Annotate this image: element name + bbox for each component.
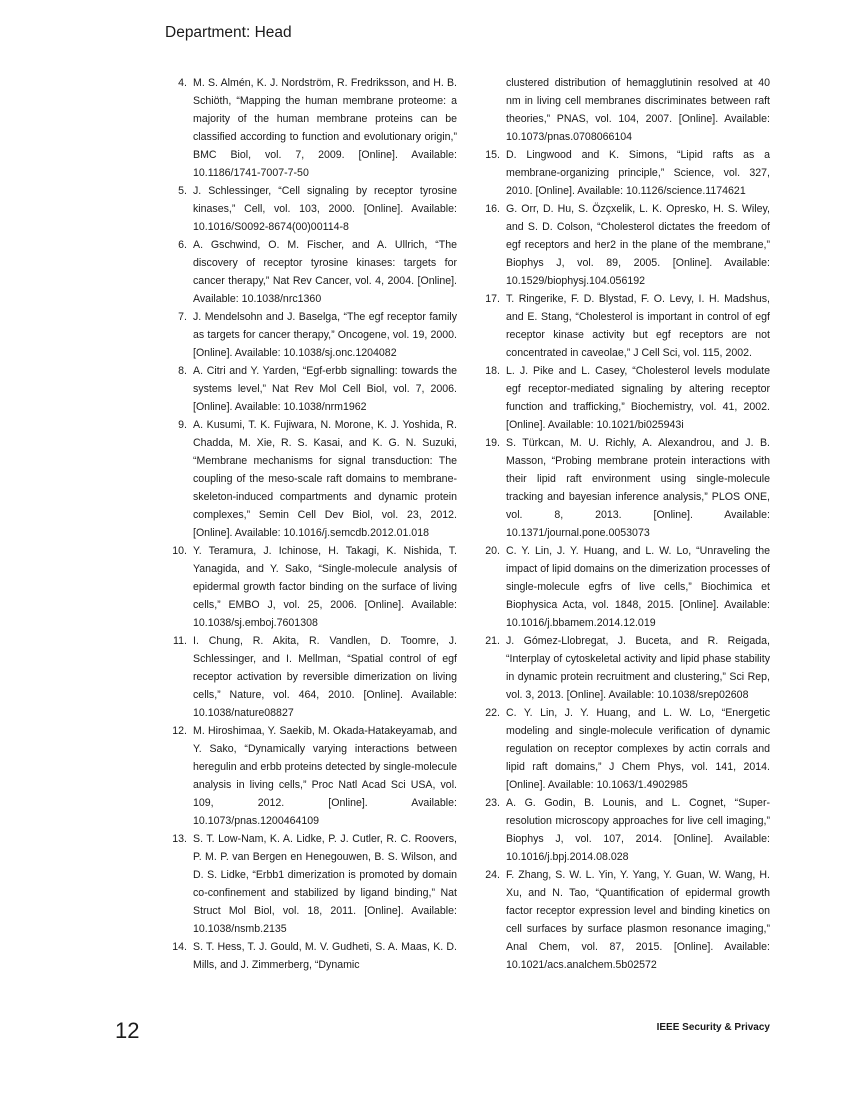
reference-number: 20. (485, 545, 500, 557)
reference-number: 13. (172, 833, 187, 845)
reference-item (478, 74, 770, 146)
reference-text: A. G. Godin, B. Lounis, and L. Cognet, “Super-resolution microscopy approaches for live cell imaging,” Biophys J, vol. 107, 2014. [Online]. Available: 10.1016/j.bpj.2014.08.028 (506, 797, 770, 863)
reference-item (478, 704, 770, 794)
reference-number: 22. (485, 707, 500, 719)
reference-text: G. Orr, D. Hu, S. Özçxelik, L. K. Opresko, H. S. Wiley, and S. D. Colson, “Cholesterol dictates the freedom of egf receptors and her2 in the plane of the membrane,” Biophys J, vol. 89, 2005. [Online]. Available: 10.1529/biophysj.104.056192 (506, 203, 770, 287)
reference-text: T. Ringerike, F. D. Blystad, F. O. Levy, I. H. Madshus, and E. Stang, “Cholesterol is important in control of egf receptor kinase activity but egf receptors are not concentrated in caveolae,” J Cell Sci, vol. 115, 2002. (506, 293, 770, 359)
reference-item (478, 632, 770, 704)
reference-number: 7. (178, 311, 187, 323)
reference-number: 21. (485, 635, 500, 647)
reference-item (478, 146, 770, 200)
reference-item (165, 722, 457, 830)
reference-text: S. T. Hess, T. J. Gould, M. V. Gudheti, S. A. Maas, K. D. Mills, and J. Zimmerberg, “Dynamic (193, 941, 457, 971)
reference-number: 10. (172, 545, 187, 557)
reference-item (165, 632, 457, 722)
magazine-name: IEEE Security & Privacy (656, 1022, 770, 1033)
references-left-column (165, 74, 457, 974)
reference-text: A. Citri and Y. Yarden, “Egf-erbb signalling: towards the systems level,” Nat Rev Mol Cell Biol, vol. 7, 2006. [Online]. Available: 10.1038/nrm1962 (193, 365, 457, 413)
reference-item (478, 434, 770, 542)
reference-number: 12. (172, 725, 187, 737)
reference-item (165, 830, 457, 938)
reference-text: C. Y. Lin, J. Y. Huang, and L. W. Lo, “Unraveling the impact of lipid domains on the dimerization processes of single-molecule egfrs of live cells,” Biochimica et Biophysica Acta, vol. 1848, 2015. [Online]. Available: 10.1016/j.bbamem.2014.12.019 (506, 545, 770, 629)
reference-item (165, 416, 457, 542)
reference-text: F. Zhang, S. W. L. Yin, Y. Yang, Y. Guan, W. Wang, H. Xu, and N. Tao, “Quantification of epidermal growth factor receptor expression level and binding kinetics on cell surfaces by surface plasmon resonance imaging,” Anal Chem, vol. 87, 2015. [Online]. Available: 10.1021/acs.analchem.5b02572 (506, 869, 770, 971)
reference-number: 14. (172, 941, 187, 953)
reference-item (165, 74, 457, 182)
reference-number: 15. (485, 149, 500, 161)
reference-text: A. Gschwind, O. M. Fischer, and A. Ullrich, “The discovery of receptor tyrosine kinases: targets for cancer therapy,” Nat Rev Cancer, vol. 4, 2004. [Online]. Available: 10.1038/nrc1360 (193, 239, 457, 305)
reference-number: 23. (485, 797, 500, 809)
reference-number: 6. (178, 239, 187, 251)
reference-item (165, 362, 457, 416)
reference-item (478, 200, 770, 290)
reference-number (478, 74, 506, 146)
reference-text: A. Kusumi, T. K. Fujiwara, N. Morone, K. J. Yoshida, R. Chadda, M. Xie, R. S. Kasai, and K. G. N. Suzuki, “Membrane mechanisms for signal transduction: The coupling of the meso-scale raft domains to membrane-skeleton-induced compartments and dynamic protein complexes,” Semin Cell Dev Biol, vol. 23, 2012. [Online]. Available: 10.1016/j.semcdb.2012.01.018 (193, 419, 457, 539)
reference-text: M. S. Almén, K. J. Nordström, R. Fredriksson, and H. B. Schiöth, “Mapping the human membrane proteome: a majority of the human membrane proteins can be classified according to function and evolutionary origin,” BMC Biol, vol. 7, 2009. [Online]. Available: 10.1186/1741-7007-7-50 (193, 77, 457, 179)
reference-item (165, 542, 457, 632)
reference-text: J. Mendelsohn and J. Baselga, “The egf receptor family as targets for cancer therapy,” Oncogene, vol. 19, 2000. [Online]. Available: 10.1038/sj.onc.1204082 (193, 311, 457, 359)
reference-item (165, 236, 457, 308)
reference-number: 18. (485, 365, 500, 377)
reference-number: 4. (178, 77, 187, 89)
reference-number: 16. (485, 203, 500, 215)
reference-text: J. Schlessinger, “Cell signaling by receptor tyrosine kinases,” Cell, vol. 103, 2000. [Online]. Available: 10.1016/S0092-8674(00)00114-8 (193, 185, 457, 233)
reference-number: 24. (485, 869, 500, 881)
reference-item (478, 362, 770, 434)
reference-text: D. Lingwood and K. Simons, “Lipid rafts as a membrane-organizing principle,” Science, vol. 327, 2010. [Online]. Available: 10.1126/science.1174621 (506, 149, 770, 197)
reference-item (165, 308, 457, 362)
reference-text: S. T. Low-Nam, K. A. Lidke, P. J. Cutler, R. C. Roovers, P. M. P. van Bergen en Henegouwen, B. S. Wilson, and D. S. Lidke, “Erbb1 dimerization is promoted by domain co-confinement and stabilized by ligand binding,” Nat Struct Mol Biol, vol. 18, 2011. [Online]. Available: 10.1038/nsmb.2135 (193, 833, 457, 935)
reference-text: M. Hiroshimaa, Y. Saekib, M. Okada-Hatakeyamab, and Y. Sako, “Dynamically varying interactions between heregulin and erbb proteins detected by single-molecule analysis in living cells,” Proc Natl Acad Sci USA, vol. 109, 2012. [Online]. Available: 10.1073/pnas.1200464109 (193, 725, 457, 827)
reference-number: 19. (485, 437, 500, 449)
page-number: 12 (115, 1018, 140, 1043)
reference-text: Y. Teramura, J. Ichinose, H. Takagi, K. Nishida, T. Yanagida, and Y. Sako, “Single-molecule analysis of epidermal growth factor binding on the surface of living cells,” EMBO J, vol. 25, 2006. [Online]. Available: 10.1038/sj.emboj.7601308 (193, 545, 457, 629)
reference-number: 8. (178, 365, 187, 377)
reference-number: 11. (173, 635, 187, 647)
reference-item (165, 182, 457, 236)
running-head: Department: Head (165, 24, 292, 41)
reference-item (478, 290, 770, 362)
reference-number: 5. (178, 185, 187, 197)
reference-item (478, 542, 770, 632)
reference-text: S. Türkcan, M. U. Richly, A. Alexandrou, and J. B. Masson, “Probing membrane protein interactions with their lipid raft environment using single-molecule tracking and bayesian inference analysis,” PLOS ONE, vol. 8, 2013. [Online]. Available: 10.1371/journal.pone.0053073 (506, 437, 770, 539)
references-right-column (478, 74, 770, 974)
reference-number: 17. (485, 293, 500, 305)
reference-item (478, 866, 770, 974)
reference-text: J. Gómez-Llobregat, J. Buceta, and R. Reigada, “Interplay of cytoskeletal activity and lipid phase stability in dynamic protein recruitment and clustering,” Sci Rep, vol. 3, 2013. [Online]. Available: 10.1038/srep02608 (506, 635, 770, 701)
reference-item (478, 794, 770, 866)
reference-text: L. J. Pike and L. Casey, “Cholesterol levels modulate egf receptor-mediated signaling by altering receptor function and trafficking,” Biochemistry, vol. 41, 2002. [Online]. Available: 10.1021/bi025943i (506, 365, 770, 431)
reference-text: clustered distribution of hemagglutinin resolved at 40 nm in living cell membranes discriminates between raft theories,” PNAS, vol. 104, 2007. [Online]. Available: 10.1073/pnas.0708066104 (506, 77, 770, 143)
reference-number: 9. (178, 419, 187, 431)
reference-item (165, 938, 457, 974)
reference-text: I. Chung, R. Akita, R. Vandlen, D. Toomre, J. Schlessinger, and I. Mellman, “Spatial control of egf receptor activation by reversible dimerization on living cells,” Nature, vol. 464, 2010. [Online]. Available: 10.1038/nature08827 (193, 635, 457, 719)
reference-text: C. Y. Lin, J. Y. Huang, and L. W. Lo, “Energetic modeling and single-molecule verification of dynamic regulation on receptor complexes by actin corrals and lipid raft domains,” J Chem Phys, vol. 141, 2014. [Online]. Available: 10.1063/1.4902985 (506, 707, 770, 791)
